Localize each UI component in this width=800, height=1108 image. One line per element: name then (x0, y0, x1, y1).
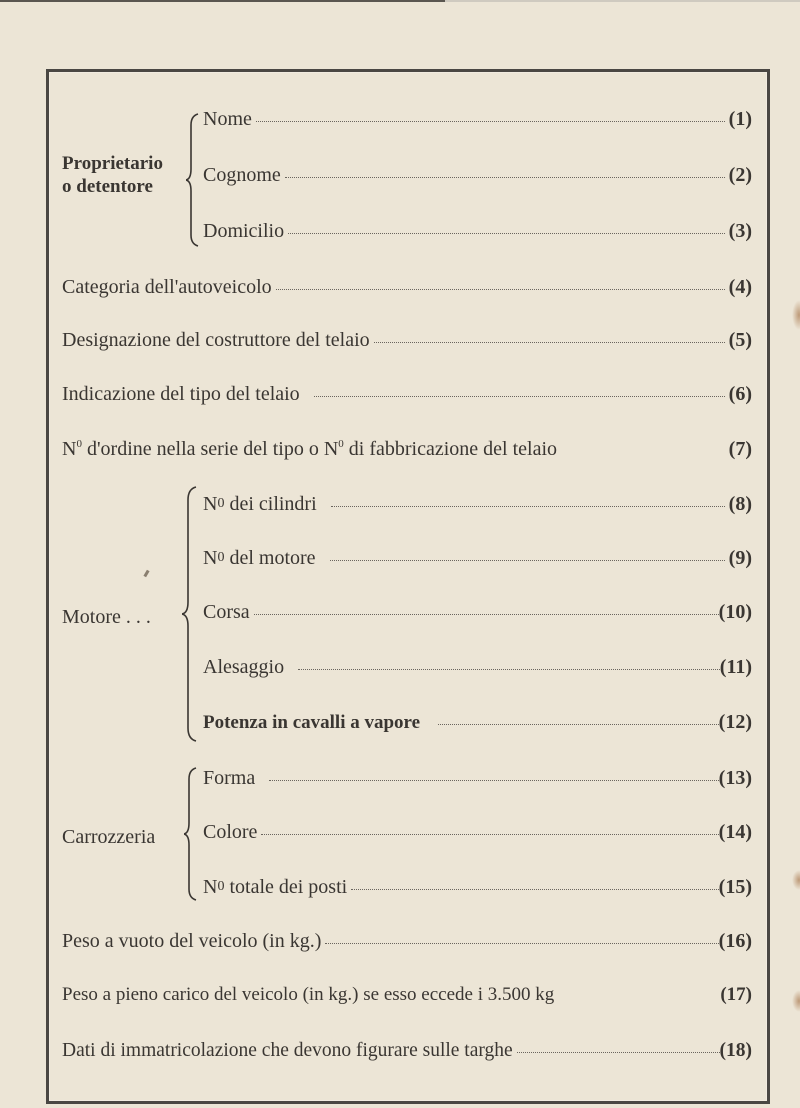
body-brace-icon (184, 767, 198, 901)
fill-in-dots[interactable] (254, 613, 719, 615)
fill-in-dots[interactable] (288, 232, 725, 234)
fill-in-dots[interactable] (276, 288, 725, 290)
label-part: dei cilindri (224, 493, 317, 515)
field-number: (8) (728, 493, 752, 515)
fill-in-dots[interactable] (269, 779, 718, 781)
field-row-colore[interactable] (203, 821, 752, 851)
label-part: totale dei posti (224, 876, 348, 898)
owner-label-line2: o detentore (62, 176, 153, 197)
fill-in-dots[interactable] (517, 1051, 720, 1053)
field-number: (13) (718, 767, 752, 789)
field-label: Forma (203, 767, 256, 789)
field-number: (11) (719, 656, 752, 678)
field-label (62, 438, 557, 461)
page-top-edge-light (445, 0, 800, 2)
field-number: (3) (728, 220, 752, 242)
field-row-forma[interactable] (203, 767, 752, 797)
field-row-alesaggio[interactable] (203, 656, 752, 686)
page-top-edge (0, 0, 800, 2)
fill-in-dots[interactable] (325, 942, 718, 944)
label-part: d'ordine nella serie del tipo o N (81, 438, 339, 460)
superscript-zero: 0 (76, 438, 82, 450)
field-row-nome[interactable] (203, 108, 752, 138)
label-part: di fabbricazione del telaio (343, 438, 557, 460)
owner-group-label (62, 152, 163, 198)
field-label: Peso a vuoto del veicolo (in kg.) (62, 930, 322, 952)
field-number: (14) (718, 821, 752, 843)
fill-in-dots[interactable] (261, 833, 718, 835)
owner-brace-icon (186, 113, 200, 247)
field-label: Corsa (203, 601, 250, 623)
field-row-corsa[interactable] (203, 601, 752, 631)
small-zero: 0 (217, 550, 225, 565)
field-label (203, 876, 347, 899)
label-part: N (203, 493, 218, 515)
field-number: (17) (720, 984, 752, 1005)
field-label (203, 493, 317, 516)
paper-stain (792, 870, 800, 890)
field-label: Alesaggio (203, 656, 285, 678)
field-row-cilindri[interactable] (203, 493, 752, 523)
field-number: (16) (718, 930, 752, 952)
field-number: (10) (718, 601, 752, 623)
field-row-peso-pieno[interactable] (62, 984, 752, 1014)
field-number: (15) (718, 876, 752, 898)
field-label: Cognome (203, 164, 281, 186)
label-part: N (203, 547, 218, 569)
field-label: Peso a pieno carico del veicolo (in kg.) se esso eccede i 3.500 kg (62, 984, 555, 1005)
field-number: (4) (728, 276, 752, 298)
superscript-zero: 0 (338, 438, 344, 450)
field-number: (9) (728, 547, 752, 569)
paper-stain (792, 300, 800, 330)
field-label: Nome (203, 108, 252, 130)
field-label: Dati di immatricolazione che devono figurare sulle targhe (62, 1040, 513, 1061)
paper-stain (792, 990, 800, 1012)
field-row-dati-immatricolazione[interactable] (62, 1040, 752, 1070)
small-zero: 0 (217, 879, 225, 894)
fill-in-dots[interactable] (256, 120, 725, 122)
field-label (203, 547, 316, 570)
field-number: (6) (728, 383, 752, 405)
field-row-domicilio[interactable] (203, 220, 752, 250)
engine-brace-icon (182, 486, 198, 742)
body-group-label: Carrozzeria (62, 826, 156, 848)
fill-in-dots[interactable] (285, 176, 725, 178)
small-zero: 0 (217, 496, 225, 511)
field-row-cognome[interactable] (203, 164, 752, 194)
field-label: Colore (203, 821, 258, 843)
field-row-designazione[interactable] (62, 329, 752, 359)
label-part: del motore (224, 547, 316, 569)
field-label: Domicilio (203, 220, 285, 242)
field-label: Categoria dell'autoveicolo (62, 276, 272, 298)
field-label: Indicazione del tipo del telaio (62, 383, 300, 405)
field-label: Potenza in cavalli a vapore (203, 712, 421, 733)
fill-in-dots[interactable] (438, 723, 719, 725)
label-part: N (203, 876, 218, 898)
fill-in-dots[interactable] (351, 888, 718, 890)
fill-in-dots[interactable] (374, 341, 725, 343)
engine-group-label: Motore . . . (62, 606, 151, 628)
field-label: Designazione del costruttore del telaio (62, 329, 370, 351)
fill-in-dots[interactable] (331, 505, 725, 507)
field-row-indicazione-tipo[interactable] (62, 383, 752, 413)
field-row-peso-vuoto[interactable] (62, 930, 752, 960)
label-part: N (62, 438, 77, 460)
field-row-categoria[interactable] (62, 276, 752, 306)
fill-in-dots[interactable] (298, 668, 720, 670)
fill-in-dots[interactable] (330, 559, 725, 561)
field-row-numero-ordine[interactable] (62, 438, 752, 468)
fill-in-dots[interactable] (314, 395, 725, 397)
field-number: (1) (728, 108, 752, 130)
owner-label-line1: Proprietario (62, 153, 163, 174)
field-number: (7) (728, 438, 752, 460)
field-number: (5) (728, 329, 752, 351)
field-row-potenza[interactable] (203, 711, 752, 741)
field-row-motore[interactable] (203, 547, 752, 577)
field-number: (12) (718, 711, 752, 733)
field-number: (2) (728, 164, 752, 186)
field-row-posti[interactable] (203, 876, 752, 906)
field-number: (18) (719, 1040, 752, 1061)
